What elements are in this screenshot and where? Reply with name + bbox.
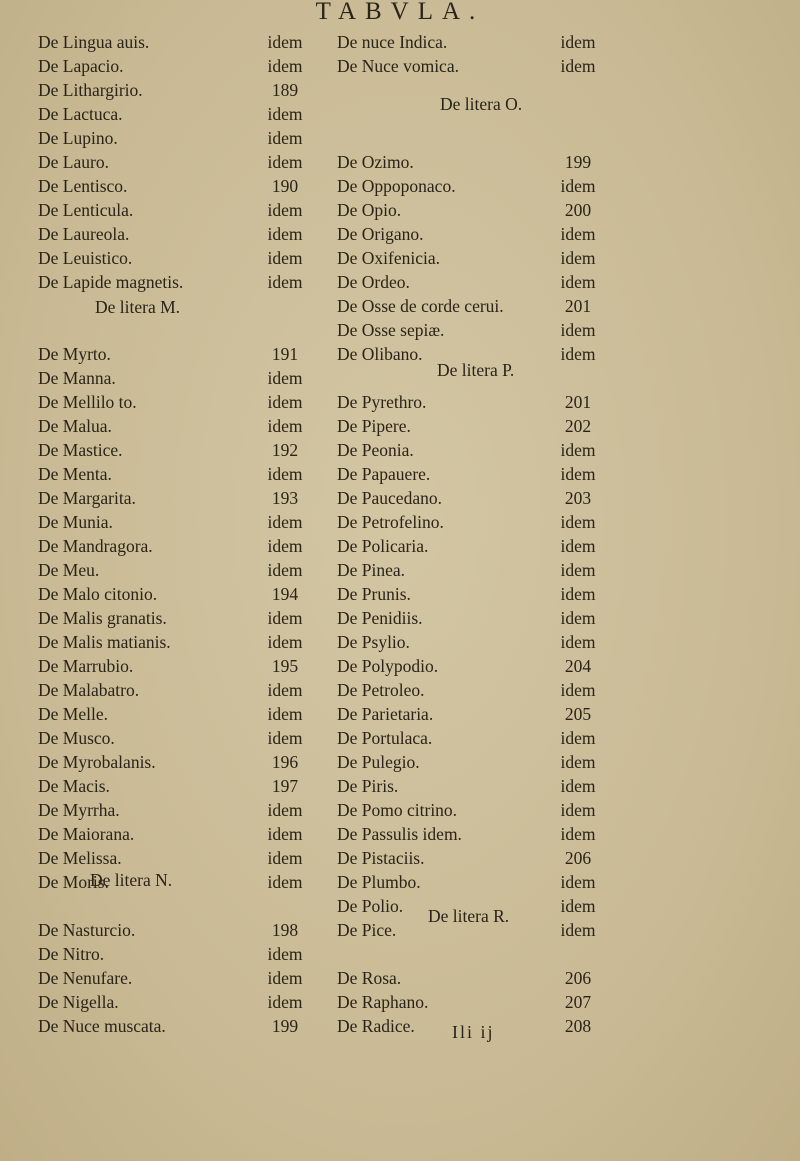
entry-title: De Macis.	[38, 776, 110, 796]
entry-title: De Lactuca.	[38, 104, 123, 124]
entry-title: De Radice.	[337, 1016, 415, 1036]
entry-title: De Papauere.	[337, 464, 431, 484]
page-reference: idem	[560, 920, 596, 940]
index-row	[337, 54, 800, 78]
index-row	[337, 270, 800, 294]
index-row	[337, 246, 800, 270]
entry-title: De Lupino.	[38, 128, 118, 148]
entry-title: De Marrubio.	[38, 656, 134, 676]
page-reference: idem	[267, 608, 303, 628]
index-row	[337, 318, 800, 342]
page-reference: 201	[564, 392, 592, 412]
page-reference: idem	[560, 344, 596, 364]
entry-title: De Paucedano.	[337, 488, 442, 508]
entry-title: De Nitro.	[38, 944, 105, 964]
entry-title: De Lauro.	[38, 152, 109, 172]
index-row	[337, 606, 800, 630]
page-reference: idem	[267, 152, 303, 172]
page-reference: idem	[267, 800, 303, 820]
page-reference: 198	[271, 920, 299, 940]
page-reference: 196	[271, 752, 299, 772]
entry-title: De Ozimo.	[337, 152, 414, 172]
entry-title: De Lithargirio.	[38, 80, 143, 100]
page-reference: idem	[267, 272, 303, 292]
entry-title: De Origano.	[337, 224, 424, 244]
index-row	[337, 990, 800, 1014]
page-reference: idem	[267, 560, 303, 580]
index-row	[337, 510, 800, 534]
entry-title: De Malis granatis.	[38, 608, 167, 628]
page-reference: idem	[560, 800, 596, 820]
page-reference: idem	[560, 56, 596, 76]
page-reference: 191	[271, 344, 299, 364]
entry-title: De Musco.	[38, 728, 115, 748]
page-reference: idem	[267, 416, 303, 436]
entry-title: De Lapacio.	[38, 56, 124, 76]
entry-title: De Myrobalanis.	[38, 752, 156, 772]
entry-title: De Lingua auis.	[38, 32, 150, 52]
page-reference: 199	[271, 1016, 299, 1036]
page-reference: idem	[267, 680, 303, 700]
page-reference: 193	[271, 488, 299, 508]
entry-title: De Olibano.	[337, 344, 423, 364]
entry-title: De Pice.	[337, 920, 397, 940]
entry-title: De Ordeo.	[337, 272, 410, 292]
page-reference: idem	[267, 32, 303, 52]
page-reference: idem	[267, 512, 303, 532]
page-reference: 189	[271, 80, 299, 100]
page-reference: idem	[560, 584, 596, 604]
index-row	[337, 486, 800, 510]
entry-title: De Laureola.	[38, 224, 130, 244]
index-row	[337, 774, 800, 798]
entry-title: De Leuistico.	[38, 248, 133, 268]
page-reference: idem	[267, 200, 303, 220]
index-row	[337, 414, 800, 438]
page-reference: idem	[560, 272, 596, 292]
section-heading: De litera R.	[428, 906, 510, 926]
index-row	[0, 78, 400, 102]
entry-title: De Osse de corde cerui.	[337, 296, 504, 316]
section-heading: De litera M.	[95, 297, 181, 317]
entry-title: De Prunis.	[337, 584, 411, 604]
index-row	[337, 630, 800, 654]
entry-title: De Oxifenicia.	[337, 248, 441, 268]
entry-title: De Opio.	[337, 200, 402, 220]
entry-title: De Lenticula.	[38, 200, 134, 220]
page-reference: idem	[267, 128, 303, 148]
entry-title: De Malua.	[38, 416, 112, 436]
entry-title: De Polio.	[337, 896, 404, 916]
page-reference: 192	[271, 440, 299, 460]
section-heading: De litera O.	[440, 94, 523, 114]
entry-title: De Nuce vomica.	[337, 56, 459, 76]
page-reference: idem	[267, 968, 303, 988]
index-row	[337, 798, 800, 822]
entry-title: De Maiorana.	[38, 824, 135, 844]
entry-title: De Nasturcio.	[38, 920, 136, 940]
page-reference: idem	[560, 32, 596, 52]
page-reference: idem	[560, 512, 596, 532]
entry-title: De Manna.	[38, 368, 116, 388]
right-column	[337, 0, 800, 1161]
index-row	[337, 462, 800, 486]
page-reference: 206	[564, 848, 592, 868]
index-row	[0, 102, 400, 126]
page-reference: idem	[267, 872, 303, 892]
page-reference: 204	[564, 656, 592, 676]
entry-title: De Lapide magnetis.	[38, 272, 184, 292]
index-row	[0, 366, 400, 390]
index-row	[337, 174, 800, 198]
index-row	[337, 822, 800, 846]
entry-title: De Nigella.	[38, 992, 119, 1012]
page-reference: idem	[267, 464, 303, 484]
entry-title: De Pyrethro.	[337, 392, 427, 412]
entry-title: De Piris.	[337, 776, 399, 796]
entry-title: De Menta.	[38, 464, 112, 484]
page-reference: 206	[564, 968, 592, 988]
index-row	[337, 582, 800, 606]
page-reference: idem	[560, 536, 596, 556]
page-reference: idem	[267, 56, 303, 76]
index-row	[337, 438, 800, 462]
page-reference: idem	[560, 320, 596, 340]
page-reference: 190	[271, 176, 299, 196]
entry-title: De Petroleo.	[337, 680, 425, 700]
page-reference: idem	[267, 728, 303, 748]
section-heading: De litera N.	[90, 870, 173, 890]
page-reference: idem	[560, 728, 596, 748]
entry-title: De Malis matianis.	[38, 632, 171, 652]
entry-title: De Moris.	[38, 872, 109, 892]
index-row	[337, 726, 800, 750]
index-row	[337, 702, 800, 726]
page-reference: idem	[267, 632, 303, 652]
entry-title: De Myrto.	[38, 344, 111, 364]
entry-title: De Raphano.	[337, 992, 429, 1012]
entry-title: De Munia.	[38, 512, 113, 532]
entry-title: De Melissa.	[38, 848, 122, 868]
index-row	[337, 150, 800, 174]
page-reference: idem	[560, 224, 596, 244]
page-reference: idem	[560, 176, 596, 196]
entry-title: De Nenufare.	[38, 968, 133, 988]
entry-title: De Portulaca.	[337, 728, 433, 748]
page-reference: 201	[564, 296, 592, 316]
signature-mark: Ili ij	[452, 1022, 495, 1042]
page-reference: idem	[267, 944, 303, 964]
entry-title: De Pistaciis.	[337, 848, 425, 868]
page-reference: idem	[560, 464, 596, 484]
entry-title: De Malabatro.	[38, 680, 140, 700]
page-reference: idem	[560, 896, 596, 916]
page-reference: idem	[560, 560, 596, 580]
index-row	[337, 534, 800, 558]
page-reference: idem	[267, 224, 303, 244]
entry-title: De Parietaria.	[337, 704, 434, 724]
entry-title: De Pinea.	[337, 560, 406, 580]
entry-title: De Passulis idem.	[337, 824, 462, 844]
entry-title: De Pulegio.	[337, 752, 420, 772]
page-reference: 207	[564, 992, 592, 1012]
page-reference: 194	[271, 584, 299, 604]
index-row	[337, 222, 800, 246]
entry-title: De Myrrha.	[38, 800, 120, 820]
page-reference: idem	[560, 872, 596, 892]
page-reference: idem	[560, 248, 596, 268]
index-row	[337, 198, 800, 222]
page-reference: 195	[271, 656, 299, 676]
section-heading: De litera P.	[437, 360, 515, 380]
entry-title: De Petrofelino.	[337, 512, 444, 532]
entry-title: De Penidiis.	[337, 608, 423, 628]
page-reference: idem	[267, 392, 303, 412]
index-row	[337, 678, 800, 702]
index-row	[337, 558, 800, 582]
page-reference: idem	[560, 824, 596, 844]
page-reference: idem	[267, 992, 303, 1012]
index-row	[337, 846, 800, 870]
page-reference: idem	[267, 704, 303, 724]
entry-title: De Margarita.	[38, 488, 136, 508]
entry-title: De Malo citonio.	[38, 584, 158, 604]
page-reference: 200	[564, 200, 592, 220]
index-row	[0, 126, 400, 150]
page-reference: idem	[267, 368, 303, 388]
index-row	[337, 30, 800, 54]
entry-title: De Psylio.	[337, 632, 410, 652]
page-reference: 199	[564, 152, 592, 172]
index-row	[337, 390, 800, 414]
page-reference: idem	[560, 776, 596, 796]
entry-title: De Meu.	[38, 560, 100, 580]
page-reference: idem	[267, 248, 303, 268]
entry-title: De nuce Indica.	[337, 32, 448, 52]
page-reference: idem	[267, 104, 303, 124]
entry-title: De Policaria.	[337, 536, 429, 556]
entry-title: De Mandragora.	[38, 536, 153, 556]
index-row	[337, 294, 800, 318]
page-reference: 205	[564, 704, 592, 724]
page-reference: 197	[271, 776, 299, 796]
entry-title: De Pomo citrino.	[337, 800, 458, 820]
page-reference: idem	[560, 632, 596, 652]
page-reference: 202	[564, 416, 592, 436]
entry-title: De Rosa.	[337, 968, 402, 988]
page-reference: idem	[560, 680, 596, 700]
entry-title: De Pipere.	[337, 416, 411, 436]
entry-title: De Nuce muscata.	[38, 1016, 166, 1036]
page-reference: 203	[564, 488, 592, 508]
entry-title: De Oppoponaco.	[337, 176, 456, 196]
page-reference: idem	[267, 536, 303, 556]
entry-title: De Peonia.	[337, 440, 414, 460]
entry-title: De Mellilo to.	[38, 392, 137, 412]
page-reference: idem	[267, 824, 303, 844]
entry-title: De Plumbo.	[337, 872, 421, 892]
entry-title: De Lentisco.	[38, 176, 128, 196]
entry-title: De Osse sepiæ.	[337, 320, 445, 340]
entry-title: De Polypodio.	[337, 656, 439, 676]
index-row	[337, 870, 800, 894]
index-row	[337, 966, 800, 990]
page-reference: idem	[560, 440, 596, 460]
page-reference: idem	[560, 608, 596, 628]
index-row	[337, 654, 800, 678]
page-reference: idem	[267, 848, 303, 868]
entry-title: De Mastice.	[38, 440, 123, 460]
page-reference: 208	[564, 1016, 592, 1036]
entry-title: De Melle.	[38, 704, 108, 724]
index-row	[337, 750, 800, 774]
index-row	[0, 942, 400, 966]
page-reference: idem	[560, 752, 596, 772]
page-title: TABVLA.	[315, 0, 485, 25]
